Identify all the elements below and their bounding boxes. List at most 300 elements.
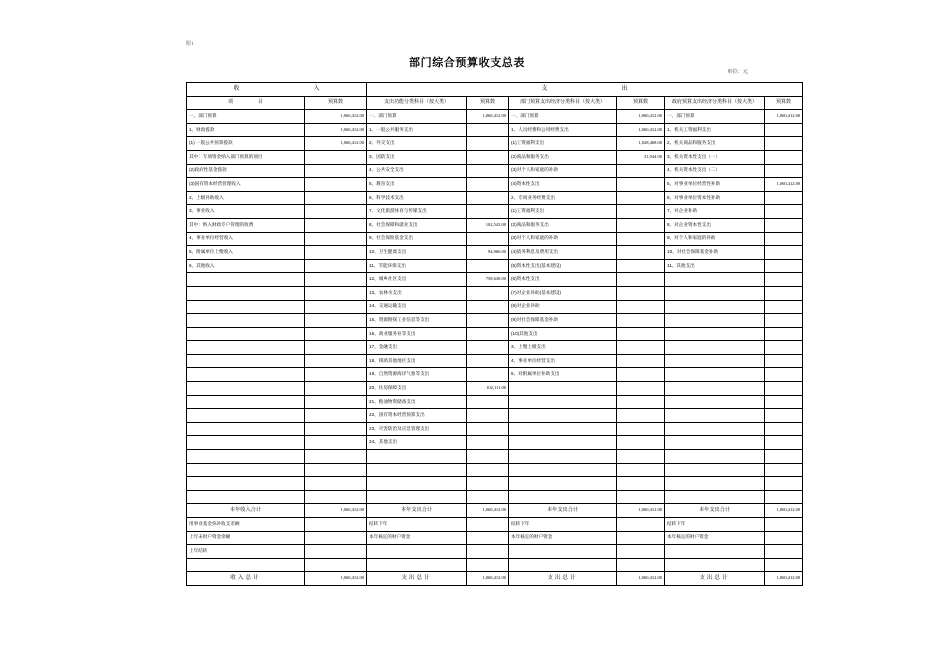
func-row-label: 22、国有资本经营预算支出	[367, 409, 467, 423]
dept-econ-row-value	[617, 341, 665, 355]
dept-econ-row-value	[617, 477, 665, 491]
income-row-label: 2、上级补助收入	[187, 191, 305, 205]
summary-extra-row	[187, 518, 803, 532]
page-title: 部门综合预算收支总表	[409, 57, 525, 69]
gov-econ-row-label	[665, 409, 765, 423]
dept-econ-row-value	[617, 409, 665, 423]
table-row	[187, 382, 803, 396]
income-row-label: 其中：纳入财政专户管理的收费	[187, 218, 305, 232]
income-row-label	[187, 368, 305, 382]
income-row-value	[305, 327, 367, 341]
income-row-label	[187, 341, 305, 355]
table-row	[187, 327, 803, 341]
table-row	[187, 246, 803, 260]
func-row-label: 5、教育支出	[367, 178, 467, 192]
gov-econ-row-label: 4、机关资本性支出（二）	[665, 164, 765, 178]
dept-econ-row-label: 1、人员经费和公用经费支出	[509, 123, 617, 137]
table-row	[187, 477, 803, 491]
dept-econ-row-label: (7)对企业补助(基本建设)	[509, 286, 617, 300]
gov-econ-row-label: 1、机关工资福利支出	[665, 123, 765, 137]
dept-econ-row-value	[617, 205, 665, 219]
summary-extra-row	[187, 545, 803, 559]
func-row-label: 8、社会保障和就业支出	[367, 218, 467, 232]
func-row-label: 2、外交支出	[367, 137, 467, 151]
table-row	[187, 205, 803, 219]
gov-econ-row-value	[765, 150, 803, 164]
gov-econ-row-value	[765, 164, 803, 178]
gov-extra-value	[765, 531, 803, 545]
gov-extra-label	[665, 558, 765, 572]
dept-econ-row-label: 3、上缴上级支出	[509, 341, 617, 355]
gov-econ-row-value	[765, 273, 803, 287]
func-row-value	[467, 164, 509, 178]
dept-econ-row-value	[617, 327, 665, 341]
summary-extra-row	[187, 531, 803, 545]
gov-econ-row-label	[665, 395, 765, 409]
func-row-value	[467, 137, 509, 151]
gov-econ-row-value	[765, 490, 803, 504]
dept-econ-row-label: (3)对个人和家庭的补助	[509, 164, 617, 178]
income-extra-value	[305, 531, 367, 545]
table-row	[187, 150, 803, 164]
dept-econ-row-label	[509, 436, 617, 450]
func-row-label: 9、社会保险基金支出	[367, 232, 467, 246]
dept-econ-row-label: (5)资本性支出(基本建设)	[509, 259, 617, 273]
table-row	[187, 273, 803, 287]
gov-econ-row-value	[765, 463, 803, 477]
corner-mark: 附1	[186, 42, 194, 47]
income-row-label: (1) 一般公共预算拨款	[187, 137, 305, 151]
table-row	[187, 354, 803, 368]
gov-econ-row-value	[765, 218, 803, 232]
income-row-label: 一、部门预算	[187, 110, 305, 124]
gov-econ-row-label	[665, 422, 765, 436]
income-extra-value	[305, 518, 367, 532]
dept-extra-label: 本年核定的财户资金	[509, 531, 617, 545]
func-row-value	[467, 395, 509, 409]
dept-econ-row-label: 一、部门预算	[509, 110, 617, 124]
dept-econ-row-label	[509, 409, 617, 423]
func-row-label: 15、资源勘探工业信息等支出	[367, 314, 467, 328]
income-row-label: 1、财政拨款	[187, 123, 305, 137]
table-row	[187, 164, 803, 178]
dept-econ-row-value: 31,944.00	[617, 150, 665, 164]
dept-econ-row-value	[617, 164, 665, 178]
gov-econ-row-label: 7、对企业补助	[665, 205, 765, 219]
gov-econ-row-value	[765, 137, 803, 151]
func-row-label	[367, 463, 467, 477]
func-row-label	[367, 477, 467, 491]
gov-econ-row-value	[765, 259, 803, 273]
col-header-dept-econ-budget: 预算数	[617, 96, 665, 110]
gov-econ-row-label: 一、部门预算	[665, 110, 765, 124]
func-row-label: 4、公共安全支出	[367, 164, 467, 178]
gov-econ-row-label	[665, 300, 765, 314]
income-row-label	[187, 477, 305, 491]
func-row-label: 12、城乡社区支出	[367, 273, 467, 287]
gov-econ-row-label	[665, 477, 765, 491]
income-row-value	[305, 259, 367, 273]
func-row-value	[467, 150, 509, 164]
func-row-label: 1、一般公共服务支出	[367, 123, 467, 137]
income-grand-value: 1,060,412.00	[305, 572, 367, 586]
func-grand-value: 1,060,412.00	[467, 572, 509, 586]
income-row-value	[305, 409, 367, 423]
dept-econ-row-value	[617, 382, 665, 396]
table-row	[187, 259, 803, 273]
dept-extra-value	[617, 545, 665, 559]
income-row-value	[305, 477, 367, 491]
gov-extra-label: 本年核定的财户资金	[665, 531, 765, 545]
table-row	[187, 436, 803, 450]
func-row-value	[467, 477, 509, 491]
table-row	[187, 490, 803, 504]
func-row-label: 17、金融支出	[367, 341, 467, 355]
income-extra-label: 用事业基金弥补收支差额	[187, 518, 305, 532]
dept-econ-row-label: 5、对附属单位补助支出	[509, 368, 617, 382]
gov-econ-row-value	[765, 191, 803, 205]
func-row-label: 21、粮油物资储备支出	[367, 395, 467, 409]
dept-econ-row-label	[509, 422, 617, 436]
gov-econ-row-value	[765, 327, 803, 341]
gov-econ-row-label	[665, 341, 765, 355]
gov-econ-row-value	[765, 300, 803, 314]
income-row-value	[305, 178, 367, 192]
table-body	[187, 110, 803, 504]
gov-econ-row-label: 9、对个人和家庭的补助	[665, 232, 765, 246]
gov-econ-row-value	[765, 382, 803, 396]
func-row-label: 20、住房保障支出	[367, 382, 467, 396]
dept-econ-row-label: 4、事业单位经营支出	[509, 354, 617, 368]
func-row-value	[467, 300, 509, 314]
income-row-value	[305, 490, 367, 504]
income-row-label	[187, 286, 305, 300]
income-row-label: 3、事业收入	[187, 205, 305, 219]
gov-econ-row-label: 2、机关商品和服务支出	[665, 137, 765, 151]
col-header-gov-econ-budget: 预算数	[765, 96, 803, 110]
func-row-label: 19、自然资源海洋气象等支出	[367, 368, 467, 382]
table-row	[187, 218, 803, 232]
func-row-value	[467, 205, 509, 219]
gov-econ-row-label: 11、其他支出	[665, 259, 765, 273]
income-row-value	[305, 273, 367, 287]
dept-extra-value	[617, 518, 665, 532]
dept-econ-row-value	[617, 463, 665, 477]
func-extra-value	[467, 545, 509, 559]
func-row-value	[467, 368, 509, 382]
func-row-value	[467, 178, 509, 192]
gov-econ-row-label: 5、对事业单位经营性补助	[665, 178, 765, 192]
func-row-value	[467, 354, 509, 368]
income-year-total-value: 1,060,412.00	[305, 504, 367, 518]
income-extra-label	[187, 558, 305, 572]
income-row-label	[187, 490, 305, 504]
table-row	[187, 300, 803, 314]
dept-extra-label	[509, 558, 617, 572]
func-row-label: 11、节能环保支出	[367, 259, 467, 273]
dept-econ-row-value	[617, 490, 665, 504]
group-header-row	[187, 83, 803, 97]
func-row-label: 14、交通运输支出	[367, 300, 467, 314]
table-row	[187, 409, 803, 423]
table-row	[187, 341, 803, 355]
col-header-income-item: 项 目	[187, 96, 305, 110]
func-extra-value	[467, 558, 509, 572]
gov-econ-row-label	[665, 382, 765, 396]
income-row-value	[305, 191, 367, 205]
gov-econ-row-value	[765, 450, 803, 464]
dept-econ-row-label	[509, 450, 617, 464]
dept-econ-row-value	[617, 259, 665, 273]
column-header-row	[187, 96, 803, 110]
income-row-value	[305, 218, 367, 232]
income-row-label	[187, 409, 305, 423]
func-row-value	[467, 490, 509, 504]
dept-grand-value: 1,060,412.00	[617, 572, 665, 586]
gov-econ-row-value	[765, 409, 803, 423]
table-row	[187, 463, 803, 477]
func-row-value: 758,630.00	[467, 273, 509, 287]
gov-grand-label: 支出总计	[665, 572, 765, 586]
income-grand-label: 收入总计	[187, 572, 305, 586]
gov-econ-row-label	[665, 354, 765, 368]
func-grand-label: 支出总计	[367, 572, 467, 586]
income-row-label: 4、事业单位经营收入	[187, 232, 305, 246]
func-row-label: 10、卫生健康支出	[367, 246, 467, 260]
dept-extra-label	[509, 545, 617, 559]
income-extra-label: 上年末财户资金余额	[187, 531, 305, 545]
gov-econ-row-label: 8、对企业资本性支出	[665, 218, 765, 232]
dept-econ-row-label: (10)其他支出	[509, 327, 617, 341]
income-row-value	[305, 450, 367, 464]
func-row-value	[467, 341, 509, 355]
income-row-label: (2)政府性基金拨款	[187, 164, 305, 178]
gov-econ-row-label: 10、对社会保障基金补助	[665, 246, 765, 260]
func-row-value	[467, 286, 509, 300]
gov-econ-row-value	[765, 395, 803, 409]
income-row-label	[187, 382, 305, 396]
gov-econ-row-value	[765, 341, 803, 355]
gov-extra-label	[665, 545, 765, 559]
dept-year-total-value: 1,060,412.00	[617, 504, 665, 518]
func-row-value: 1,060,412.00	[467, 110, 509, 124]
gov-econ-row-label	[665, 463, 765, 477]
income-extra-value	[305, 558, 367, 572]
dept-econ-row-value	[617, 436, 665, 450]
func-row-value	[467, 232, 509, 246]
gov-econ-row-value	[765, 286, 803, 300]
dept-econ-row-value: 1,060,412.00	[617, 110, 665, 124]
income-row-value	[305, 368, 367, 382]
dept-econ-row-value	[617, 286, 665, 300]
dept-econ-row-value	[617, 314, 665, 328]
income-row-label	[187, 436, 305, 450]
dept-econ-row-value	[617, 246, 665, 260]
gov-econ-row-value	[765, 232, 803, 246]
dept-econ-row-label: (2)商品和服务支出	[509, 218, 617, 232]
dept-econ-row-label: (2)商品和服务支出	[509, 150, 617, 164]
table-row	[187, 422, 803, 436]
group-header-expenditure: 支 出	[367, 83, 803, 97]
gov-econ-row-label	[665, 368, 765, 382]
dept-econ-row-label: (3)对个人和家庭的补助	[509, 232, 617, 246]
dept-econ-row-label	[509, 382, 617, 396]
table-row	[187, 123, 803, 137]
income-row-value: 1,060,412.00	[305, 123, 367, 137]
func-row-label: 23、灾害防治及应急管理支出	[367, 422, 467, 436]
func-row-label: 13、农林水支出	[367, 286, 467, 300]
income-row-value	[305, 436, 367, 450]
income-row-label: 6、其他收入	[187, 259, 305, 273]
dept-econ-row-value	[617, 273, 665, 287]
table-row	[187, 178, 803, 192]
dept-extra-value	[617, 558, 665, 572]
gov-econ-row-label	[665, 314, 765, 328]
dept-extra-value	[617, 531, 665, 545]
func-row-value: 102,543.00	[467, 218, 509, 232]
gov-econ-row-value	[765, 205, 803, 219]
gov-econ-row-label	[665, 327, 765, 341]
func-extra-label: 结转下年	[367, 518, 467, 532]
dept-econ-row-label: (1)工资福利支出	[509, 137, 617, 151]
func-year-total-value: 1,060,412.00	[467, 504, 509, 518]
gov-econ-row-label: 3、机关资本性支出（一）	[665, 150, 765, 164]
income-row-value: 1,060,412.00	[305, 110, 367, 124]
dept-extra-label: 结转下年	[509, 518, 617, 532]
income-row-label	[187, 354, 305, 368]
income-year-total-label: 本年收入合计	[187, 504, 305, 518]
gov-econ-row-value	[765, 368, 803, 382]
income-row-value	[305, 395, 367, 409]
gov-extra-value	[765, 558, 803, 572]
table-row	[187, 137, 803, 151]
func-row-label: 16、商业服务业等支出	[367, 327, 467, 341]
dept-year-total-label: 本年支出合计	[509, 504, 617, 518]
func-row-value	[467, 327, 509, 341]
func-row-label: 7、文化旅游体育与传媒支出	[367, 205, 467, 219]
func-row-value	[467, 259, 509, 273]
func-row-value: 102,111.00	[467, 382, 509, 396]
func-row-label: 一、部门预算	[367, 110, 467, 124]
income-extra-value	[305, 545, 367, 559]
func-year-total-label: 本年支出合计	[367, 504, 467, 518]
dept-econ-row-label: (4)债务利息及费用支出	[509, 246, 617, 260]
group-header-income: 收 入	[187, 83, 367, 97]
income-row-label	[187, 450, 305, 464]
dept-econ-row-value: 1,060,412.00	[617, 123, 665, 137]
gov-econ-row-value	[765, 436, 803, 450]
col-header-dept-econ-item: 部门预算支出经济分类科目（按大类）	[509, 96, 617, 110]
gov-extra-value	[765, 545, 803, 559]
func-row-label	[367, 450, 467, 464]
gov-econ-row-value	[765, 477, 803, 491]
dept-econ-row-label	[509, 463, 617, 477]
func-extra-value	[467, 518, 509, 532]
gov-year-total-value: 1,060,412.00	[765, 504, 803, 518]
func-row-value	[467, 191, 509, 205]
dept-econ-row-label: (1)工资福利支出	[509, 205, 617, 219]
income-row-value	[305, 286, 367, 300]
dept-econ-row-label: (8)对企业补助	[509, 300, 617, 314]
dept-econ-row-label	[509, 395, 617, 409]
table-row	[187, 232, 803, 246]
func-extra-label	[367, 545, 467, 559]
func-row-label: 6、科学技术支出	[367, 191, 467, 205]
func-row-value	[467, 314, 509, 328]
gov-econ-row-value	[765, 314, 803, 328]
income-row-label	[187, 314, 305, 328]
income-extra-label: 上年结转	[187, 545, 305, 559]
func-row-value	[467, 436, 509, 450]
income-row-label	[187, 273, 305, 287]
func-row-label: 18、援助其他地区支出	[367, 354, 467, 368]
dept-econ-row-value	[617, 368, 665, 382]
dept-econ-row-value	[617, 178, 665, 192]
col-header-func-item: 支出功能分类科目（按大类）	[367, 96, 467, 110]
func-row-value	[467, 450, 509, 464]
dept-econ-row-label	[509, 490, 617, 504]
func-row-value: 94,966.00	[467, 246, 509, 260]
dept-econ-row-label	[509, 477, 617, 491]
table-header	[187, 83, 803, 110]
year-total-row	[187, 504, 803, 518]
gov-econ-row-label	[665, 450, 765, 464]
gov-econ-row-label: 6、对事业单位资本性补助	[665, 191, 765, 205]
gov-econ-row-label	[665, 286, 765, 300]
income-row-label	[187, 300, 305, 314]
income-row-value	[305, 232, 367, 246]
gov-econ-row-value	[765, 354, 803, 368]
dept-econ-row-label: (4)资本性支出	[509, 178, 617, 192]
income-row-value	[305, 150, 367, 164]
income-row-value	[305, 300, 367, 314]
gov-year-total-label: 本年支出合计	[665, 504, 765, 518]
income-row-label	[187, 422, 305, 436]
income-row-label	[187, 395, 305, 409]
gov-econ-row-label	[665, 273, 765, 287]
dept-econ-row-label: (6)资本性支出	[509, 273, 617, 287]
table-row	[187, 395, 803, 409]
func-row-label: 24、其他支出	[367, 436, 467, 450]
func-row-value	[467, 463, 509, 477]
summary-extra-row	[187, 558, 803, 572]
gov-grand-value: 1,060,412.00	[765, 572, 803, 586]
dept-econ-row-value	[617, 422, 665, 436]
gov-econ-row-value	[765, 246, 803, 260]
income-row-value	[305, 205, 367, 219]
grand-total-row	[187, 572, 803, 586]
dept-grand-label: 支出总计	[509, 572, 617, 586]
dept-econ-row-value	[617, 300, 665, 314]
col-header-income-budget: 预算数	[305, 96, 367, 110]
dept-econ-row-value	[617, 450, 665, 464]
dept-econ-row-value	[617, 232, 665, 246]
func-extra-label: 本年核定的财户资金	[367, 531, 467, 545]
dept-econ-row-value	[617, 395, 665, 409]
income-row-label: 其中：专项资金纳入部门预算的项目	[187, 150, 305, 164]
income-row-label	[187, 327, 305, 341]
table-row	[187, 368, 803, 382]
table-row	[187, 110, 803, 124]
gov-econ-row-value: 1,060,412.00	[765, 110, 803, 124]
table-row	[187, 314, 803, 328]
func-extra-label	[367, 558, 467, 572]
income-row-value	[305, 382, 367, 396]
func-row-label: 3、国防支出	[367, 150, 467, 164]
table-footer	[187, 504, 803, 586]
unit-label: 单位：元	[727, 69, 748, 75]
table-row	[187, 450, 803, 464]
